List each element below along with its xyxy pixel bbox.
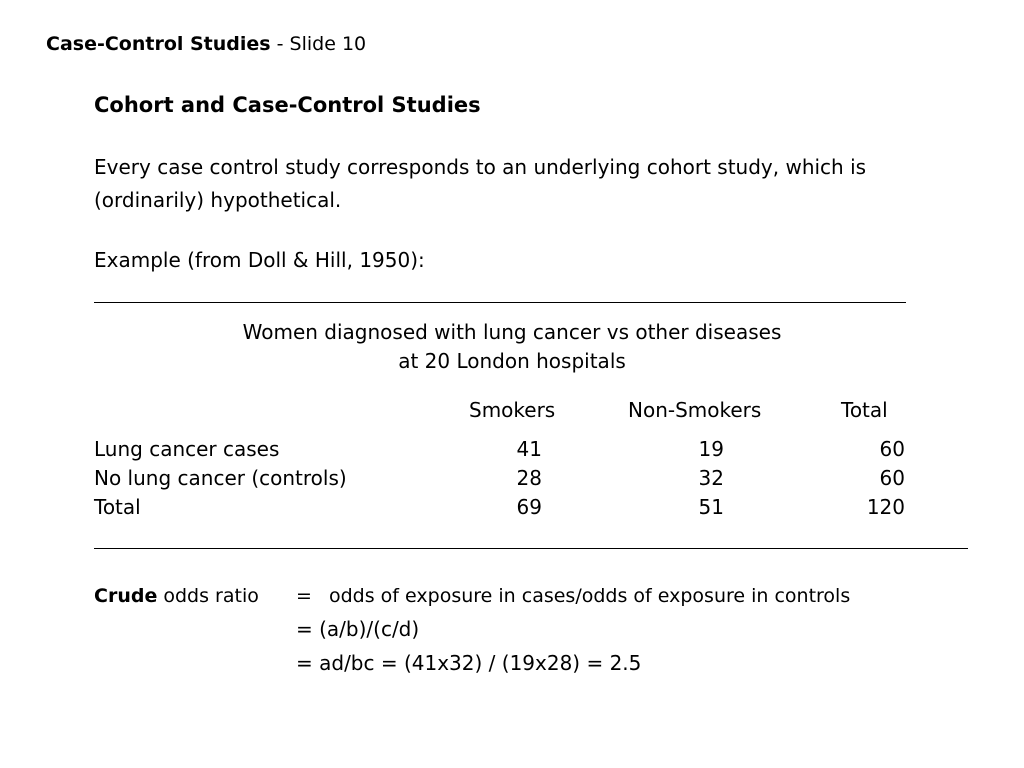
cell-controls-non-smokers: 32: [698, 466, 724, 490]
odds-ratio-label: [94, 585, 259, 607]
bottom-rule: [94, 548, 968, 549]
row-label-lung-cancer-cases: Lung cancer cases: [94, 437, 280, 461]
top-rule: [94, 302, 906, 303]
section-heading: Cohort and Case-Control Studies: [94, 93, 481, 117]
crude-label: Crude: [94, 585, 158, 607]
column-header-smokers: Smokers: [469, 398, 556, 422]
column-header-non-smokers: Non-Smokers: [628, 398, 762, 422]
cell-controls-total: 60: [879, 466, 905, 490]
slide-title: Case-Control Studies: [46, 33, 271, 55]
table-caption-line-2: at 20 London hospitals: [398, 349, 626, 373]
cell-cases-smokers: 41: [516, 437, 542, 461]
cell-controls-smokers: 28: [516, 466, 542, 490]
row-label-controls: No lung cancer (controls): [94, 466, 347, 490]
odds-ratio-calculation: = ad/bc = (41x32) / (19x28) = 2.5: [296, 651, 642, 675]
odds-ratio-label-text: odds ratio: [157, 585, 259, 607]
table-caption-line-1: Women diagnosed with lung cancer vs other diseases: [242, 320, 782, 344]
cell-grand-total: 120: [866, 495, 905, 519]
row-label-total: Total: [94, 495, 141, 519]
slide-number: - Slide 10: [270, 33, 367, 55]
cell-cases-total: 60: [879, 437, 905, 461]
cell-total-non-smokers: 51: [698, 495, 724, 519]
intro-paragraph: Every case control study corresponds to an underlying cohort study, which is (ordinarily) hypothetical.: [94, 155, 867, 212]
odds-ratio-formula: = (a/b)/(c/d): [296, 617, 420, 641]
cell-total-smokers: 69: [516, 495, 542, 519]
column-header-total: Total: [841, 398, 888, 422]
slide-header: [46, 33, 366, 55]
example-label: Example (from Doll & Hill, 1950):: [94, 248, 425, 272]
cell-cases-non-smokers: 19: [698, 437, 724, 461]
odds-ratio-equals: =: [296, 585, 312, 607]
odds-ratio-definition: odds of exposure in cases/odds of exposure in controls: [329, 585, 851, 607]
